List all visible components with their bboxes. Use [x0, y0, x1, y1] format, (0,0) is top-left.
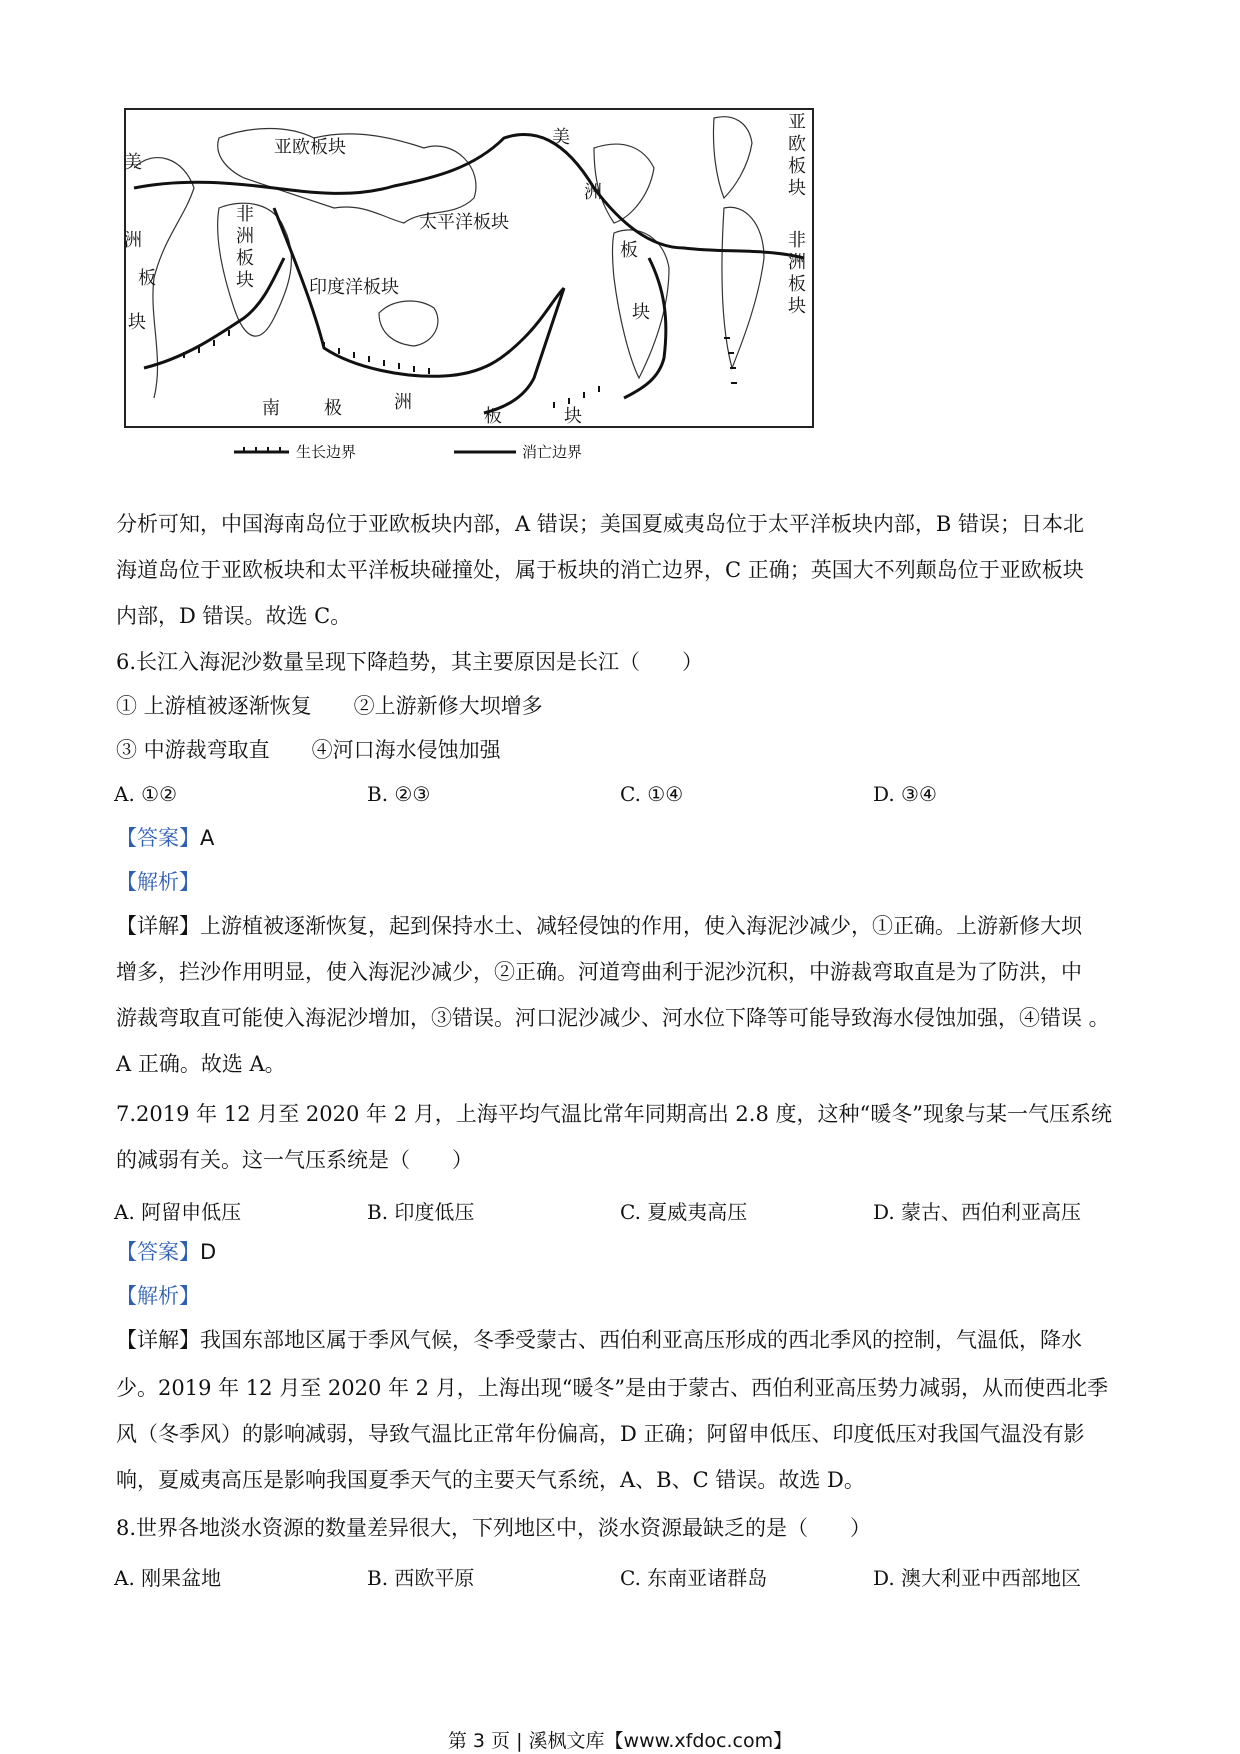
q6-answer — [116, 816, 1146, 861]
answer-value: A — [200, 826, 215, 850]
q6-items-line1: ① 上游植被逐渐恢复 ②上游新修大坝增多 — [116, 694, 543, 718]
q7-stem-line2: 的减弱有关。这一气压系统是（ ） — [116, 1148, 473, 1172]
label-indian-plate: 印度洋板块 — [309, 277, 399, 298]
label-right-eu-3: 板 — [788, 156, 806, 177]
q6-option-b: B. ②③ — [367, 782, 431, 806]
label-pacific-plate: 太平洋板块 — [419, 212, 509, 233]
legend — [234, 443, 582, 461]
q6-stem: 6.长江入海泥沙数量呈现下降趋势，其主要原因是长江（ ） — [116, 650, 704, 674]
label-eurasian-plate: 亚欧板块 — [274, 137, 346, 158]
label-left-4: 块 — [128, 312, 146, 333]
q8-option-c: C. 东南亚诸群岛 — [620, 1566, 768, 1590]
q5-analysis-line2: 海道岛位于亚欧板块和太平洋板块碰撞处，属于板块的消亡边界，C 正确；英国大不列颠岛位于亚欧板块 — [116, 558, 1084, 582]
label-right-eu-4: 块 — [788, 178, 806, 199]
label-antarctic-5: 块 — [564, 406, 582, 427]
answer-value: D — [200, 1240, 217, 1264]
label-african-1: 非 — [236, 204, 254, 225]
detail-tag: 【详解】 — [116, 914, 200, 938]
label-americas-1: 美 — [552, 127, 570, 148]
label-antarctic-4: 板 — [484, 406, 502, 427]
label-left-2: 洲 — [124, 230, 142, 251]
label-americas-3: 板 — [620, 240, 638, 261]
q7-detail-line4: 响，夏威夷高压是影响我国夏季天气的主要天气系统，A、B、C 错误。故选 D。 — [116, 1468, 865, 1492]
q7-option-b: B. 印度低压 — [367, 1200, 475, 1224]
q7-answer — [116, 1230, 1146, 1275]
label-african-4: 块 — [236, 270, 254, 291]
label-right-af-1: 非 — [788, 230, 806, 251]
answer-tag: 【答案】 — [116, 826, 200, 850]
q7-option-d: D. 蒙古、西伯利亚高压 — [873, 1200, 1082, 1224]
detail-text: 我国东部地区属于季风气候，冬季受蒙古、西伯利亚高压形成的西北季风的控制，气温低，降水 — [200, 1328, 1082, 1352]
q6-detail-line2: 增多，拦沙作用明显，使入海泥沙减少，②正确。河道弯曲利于泥沙沉积，中游裁弯取直是为了防洪，中 — [116, 960, 1082, 984]
label-african-3: 板 — [236, 248, 254, 269]
label-antarctic-1: 南 — [262, 398, 280, 419]
legend-growth-boundary: 生长边界 — [296, 443, 357, 461]
answer-tag: 【答案】 — [116, 1240, 200, 1264]
q7-stem-line1: 7.2019 年 12 月至 2020 年 2 月，上海平均气温比常年同期高出 2.8 度，这种“暖冬”现象与某一气压系统 — [116, 1102, 1112, 1126]
q7-analysis-tag: 【解析】 — [116, 1284, 200, 1308]
q6-analysis-tag: 【解析】 — [116, 870, 200, 894]
label-right-eu-2: 欧 — [788, 134, 806, 155]
label-left-1: 美 — [124, 152, 142, 173]
q8-option-a: A. 刚果盆地 — [114, 1566, 222, 1590]
q7-detail-line3: 风（冬季风）的影响减弱，导致气温比正常年份偏高，D 正确；阿留申低压、印度低压对我国气温没有影 — [116, 1422, 1085, 1446]
label-antarctic-2: 极 — [324, 398, 342, 419]
q5-analysis-line3: 内部，D 错误。故选 C。 — [116, 604, 352, 628]
q6-detail-line4: A 正确。故选 A。 — [116, 1052, 286, 1076]
label-african-2: 洲 — [236, 226, 254, 247]
page-footer: 第 3 页 | 溪枫文库【www.xfdoc.com】 — [447, 1730, 793, 1752]
label-right-af-2: 洲 — [788, 252, 806, 273]
q7-option-c: C. 夏威夷高压 — [620, 1200, 748, 1224]
q5-analysis-line1: 分析可知，中国海南岛位于亚欧板块内部，A 错误；美国夏威夷岛位于太平洋板块内部，B 错误；日本北 — [116, 512, 1084, 536]
q7-option-a: A. 阿留申低压 — [114, 1200, 242, 1224]
q6-option-a: A. ①② — [114, 782, 178, 806]
q8-option-b: B. 西欧平原 — [367, 1566, 475, 1590]
q8-stem: 8.世界各地淡水资源的数量差异很大，下列地区中，淡水资源最缺乏的是（ ） — [116, 1516, 872, 1540]
q6-option-c: C. ①④ — [620, 782, 684, 806]
label-americas-2: 洲 — [584, 182, 602, 203]
q8-option-d: D. 澳大利亚中西部地区 — [873, 1566, 1082, 1590]
q6-detail-line1 — [116, 904, 1146, 949]
detail-tag: 【详解】 — [116, 1328, 200, 1352]
label-right-eu-1: 亚 — [788, 112, 806, 133]
legend-subduction-boundary: 消亡边界 — [522, 443, 583, 461]
label-antarctic-3: 洲 — [394, 392, 412, 413]
label-right-af-3: 板 — [788, 274, 806, 295]
plate-map — [124, 108, 814, 464]
detail-text: 上游植被逐渐恢复，起到保持水土、减轻侵蚀的作用，使入海泥沙减少，①正确。上游新修大坝 — [200, 914, 1082, 938]
q6-option-d: D. ③④ — [873, 782, 937, 806]
q7-detail-line2: 少。2019 年 12 月至 2020 年 2 月，上海出现“暖冬”是由于蒙古、西伯利亚高压势力减弱，从而使西北季 — [116, 1376, 1109, 1400]
label-americas-4: 块 — [632, 302, 650, 323]
q7-detail-line1 — [116, 1318, 1146, 1363]
label-right-af-4: 块 — [788, 296, 806, 317]
q6-detail-line3: 游裁弯取直可能使入海泥沙增加，③错误。河口泥沙减少、河水位下降等可能导致海水侵蚀加强，④错误 。 — [116, 1006, 1110, 1030]
q6-items-line2: ③ 中游裁弯取直 ④河口海水侵蚀加强 — [116, 738, 501, 762]
label-left-3: 板 — [138, 268, 156, 289]
